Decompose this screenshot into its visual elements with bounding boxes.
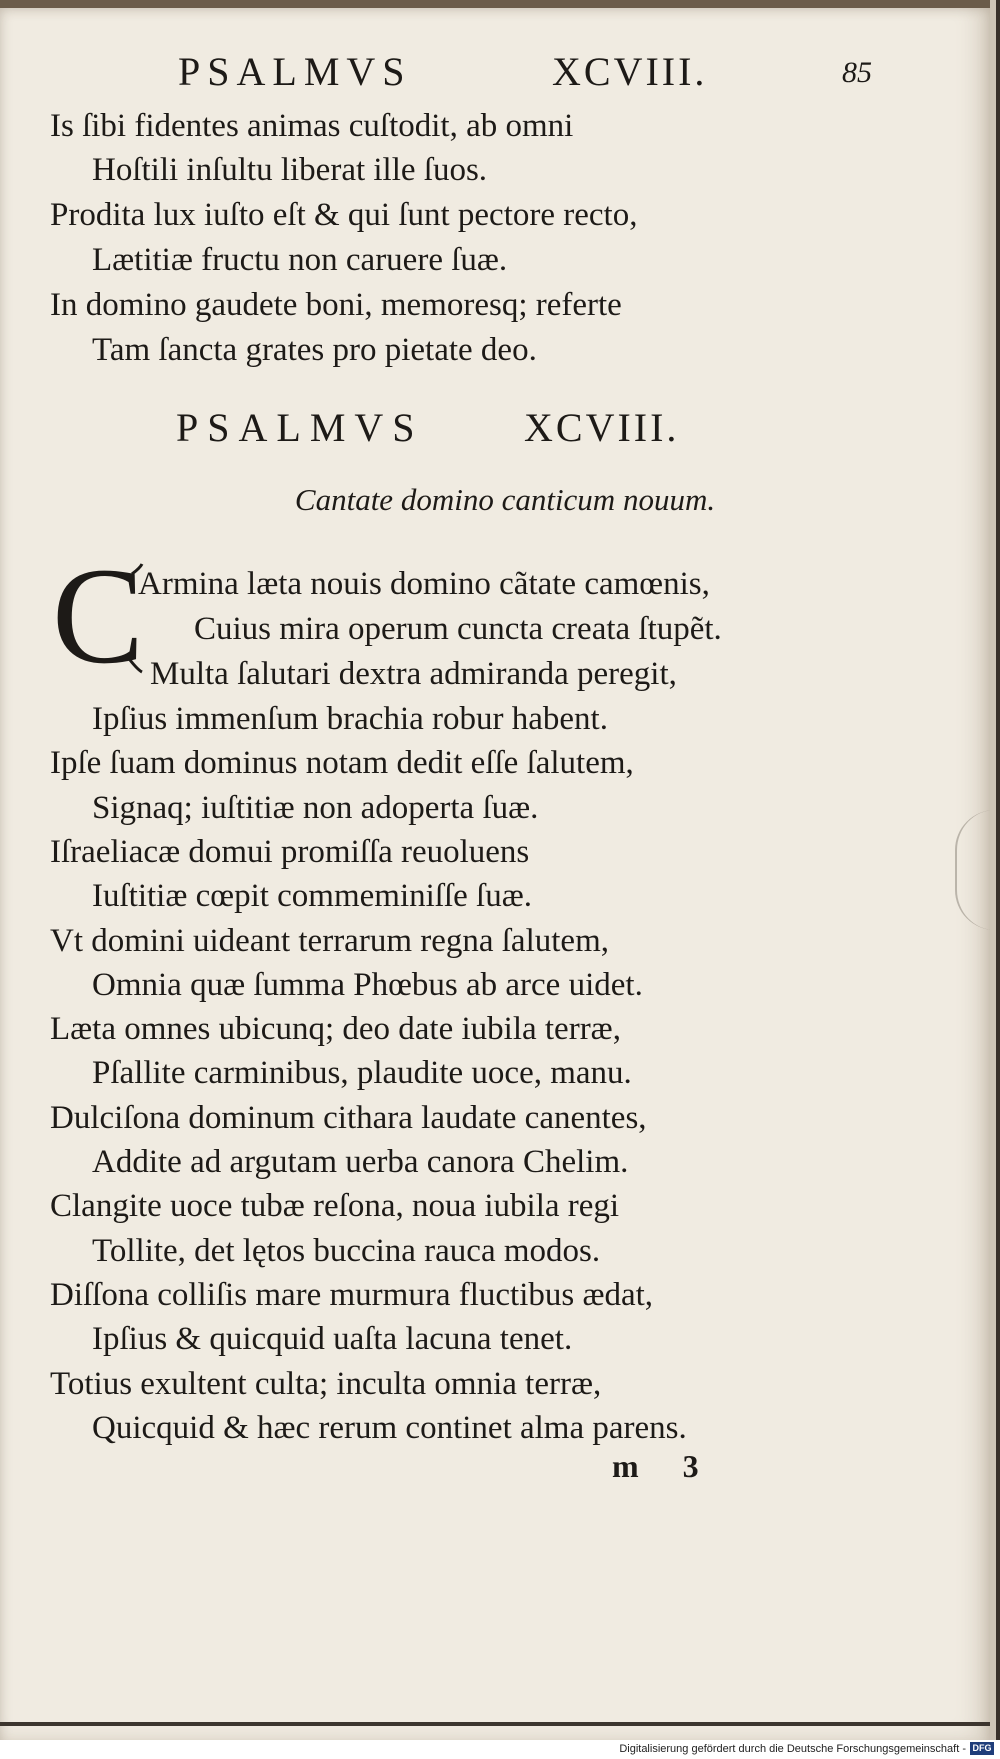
verse-line: Quicquid & hæc rerum continet alma parens. — [92, 1409, 687, 1446]
verse-line: Clangite uoce tubæ reſona, noua iubila regi — [50, 1188, 620, 1225]
verse-line: Ipſius immenſum brachia robur habent. — [92, 701, 608, 737]
verse-line: Signaq; iuſtitiæ non adoperta ſuæ. — [92, 789, 539, 826]
psalm-incipit: Cantate domino canticum nouum. — [294, 482, 716, 517]
verse-line: Ipſius & quicquid uaſta lacuna tenet. — [92, 1321, 573, 1358]
running-psalm-number: XCVIII. — [552, 49, 708, 94]
funding-credit: Digitalisierung gefördert durch die Deutsche Forschungsgemeinschaft - — [619, 1743, 966, 1755]
verse-line: Dulciſona dominum cithara laudate canentes, — [50, 1099, 647, 1136]
running-header — [0, 48, 990, 98]
dfg-logo: DFG — [970, 1742, 994, 1755]
verse-line: In domino gaudete boni, memoresq; referte — [50, 287, 622, 323]
signature-mark: m 3 — [612, 1448, 717, 1484]
verse-line: Is ſibi fidentes animas cuſtodit, ab omni — [50, 108, 574, 144]
verse-line: Ipſe ſuam dominus notam dedit eſſe ſalutem, — [50, 745, 634, 782]
psalm-title: PSALMVS — [176, 405, 424, 450]
psalm-number: XCVIII. — [524, 405, 680, 450]
first-verse-line: Armina læta nouis domino cãtate camœnis, — [138, 566, 710, 602]
psalm-heading — [0, 404, 990, 454]
verse-line: Lætitiæ fructu non caruere ſuæ. — [92, 242, 508, 278]
verse-line: Tollite, det lętos buccina rauca modos. — [92, 1232, 601, 1269]
verse-line: Totius exultent culta; inculta omnia terræ, — [50, 1365, 602, 1402]
verse-line: Addite ad argutam uerba canora Chelim. — [92, 1144, 629, 1180]
digitization-footer — [0, 1740, 1000, 1759]
decorated-initial-c — [48, 560, 144, 676]
verse-line: Omnia quæ ſumma Phœbus ab arce uidet. — [92, 966, 643, 1003]
verse-line: Iuſtitiæ cœpit commeminiſſe ſuæ. — [92, 878, 532, 915]
verse-line: Diſſona colliſis mare murmura fluctibus ædat, — [50, 1276, 654, 1313]
initial-letter: C — [52, 560, 144, 676]
verse-line: Tam ſancta grates pro pietate deo. — [92, 332, 537, 368]
verse-line: Pſallite carminibus, plaudite uoce, manu. — [92, 1055, 632, 1092]
verse-line: Hoſtili inſultu liberat ille ſuos. — [92, 152, 488, 188]
verse-line: Iſraeliacæ domui promiſſa reuoluens — [50, 833, 530, 870]
page-curl — [955, 810, 996, 930]
running-title: PSALMVS — [178, 49, 412, 94]
verse-line: Vt domini uideant terrarum regna ſalutem, — [50, 922, 609, 959]
verse-line: Læta omnes ubicunq; deo date iubila terræ, — [50, 1011, 621, 1048]
verse-line: Cuius mira operum cuncta creata ſtupẽt. — [194, 611, 722, 647]
folio-number: 85 — [842, 56, 872, 89]
verse-line: Prodita lux iuſto eſt & qui ſunt pectore recto, — [50, 197, 638, 233]
verse-line: Multa ſalutari dextra admiranda peregit, — [150, 656, 677, 692]
